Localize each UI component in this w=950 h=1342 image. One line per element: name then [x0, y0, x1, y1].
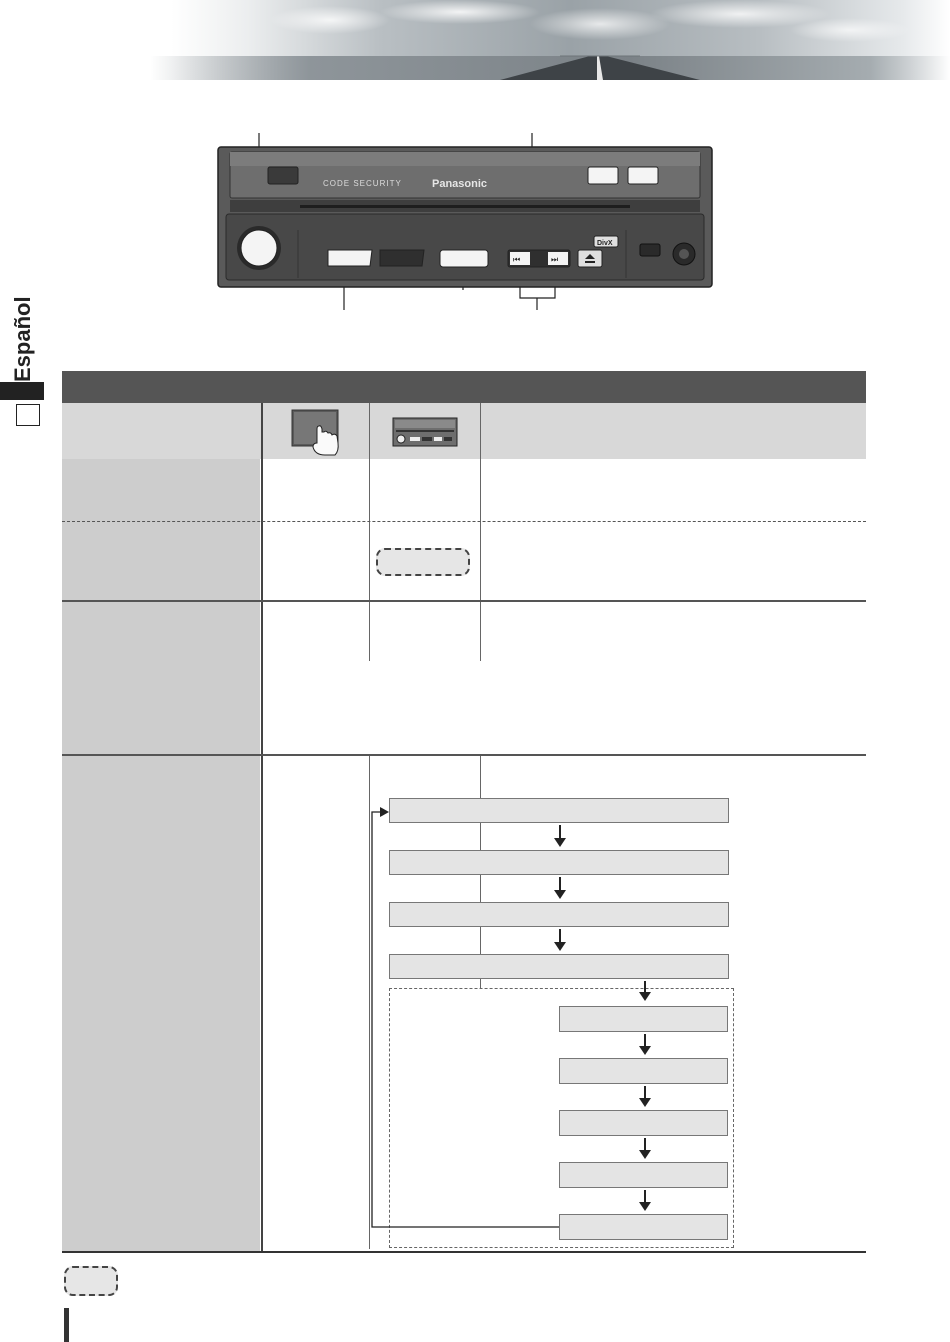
sub-flow-step [559, 1214, 728, 1240]
flow-arrow [644, 1190, 646, 1203]
sub-flow-step [559, 1162, 728, 1188]
svg-text:Panasonic: Panasonic [432, 178, 488, 190]
column-divider [480, 754, 481, 798]
table-column-header [62, 403, 866, 459]
head-unit-icon [392, 417, 458, 447]
flow-arrow [644, 1086, 646, 1099]
column-divider [261, 403, 263, 1252]
row-separator [62, 600, 866, 602]
sub-flow-step [559, 1110, 728, 1136]
legend-dashed-pill [64, 1266, 118, 1296]
table-left-column [62, 459, 260, 1251]
flow-arrow [644, 1138, 646, 1151]
flow-arrow [644, 1034, 646, 1047]
next-track-icon: ⏭ [551, 255, 559, 264]
row-separator-dashed [62, 521, 866, 522]
flow-arrow [644, 981, 646, 993]
table-title-bar [62, 371, 866, 403]
page-number-box [16, 404, 40, 426]
sub-flow-step [559, 1006, 728, 1032]
language-tab-bar [0, 382, 44, 400]
touch-panel-icon [291, 409, 341, 457]
svg-text:DivX: DivX [597, 240, 613, 247]
prev-track-icon: ⏮ [513, 255, 521, 264]
sub-flow-step [559, 1058, 728, 1084]
dashed-key-pill [376, 548, 470, 576]
column-divider [480, 403, 481, 661]
table-bottom-rule [62, 1251, 866, 1253]
device-illustration [0, 0, 950, 320]
svg-text:CODE SECURITY: CODE SECURITY [323, 179, 402, 188]
column-divider [369, 403, 370, 661]
loop-back-arrow [360, 800, 570, 1240]
page-edge-rule [64, 1308, 69, 1342]
row-separator [62, 754, 866, 756]
language-tab-label: Español [10, 296, 35, 382]
